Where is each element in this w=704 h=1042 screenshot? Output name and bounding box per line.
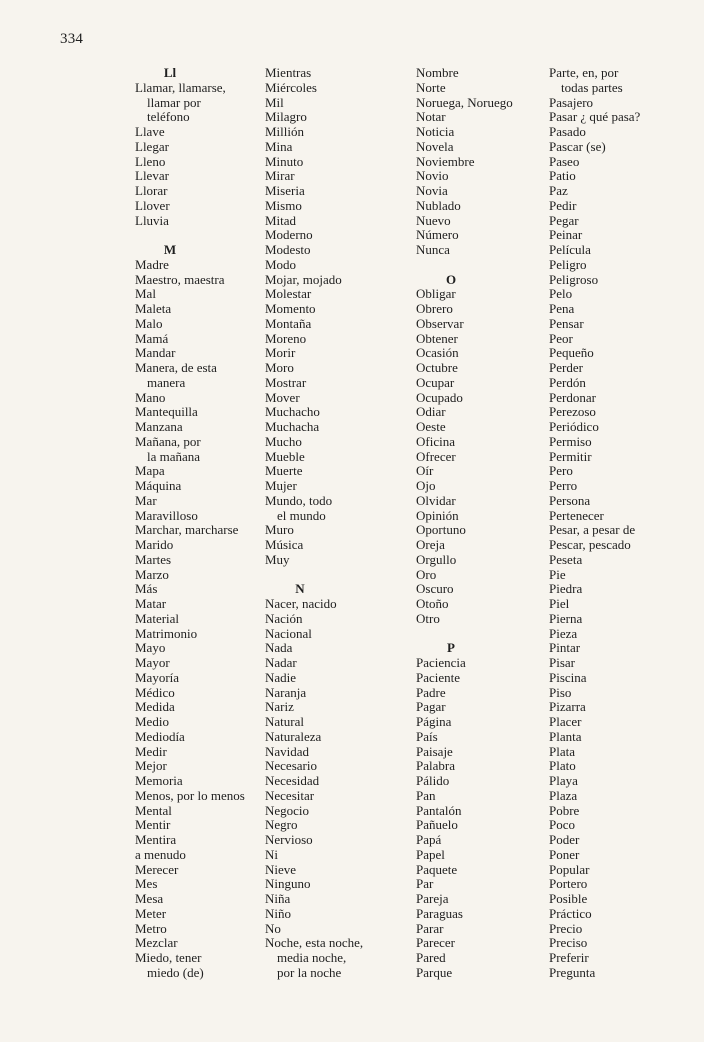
vocab-entry: Observar [416,315,464,331]
vocab-entry: Mientras [265,65,312,80]
vocab-entry: Parte, en, por [549,65,619,80]
vocab-entry: Modo [265,256,297,272]
vocab-entry: Mil [265,94,284,110]
vocab-entry: Pagar [416,699,446,715]
page-number: 334 [60,31,84,47]
vocab-entry: Poco [549,817,575,833]
vocab-entry: Ocupar [416,374,455,390]
vocab-entry: Paciencia [416,655,466,670]
vocab-entry: Permitir [549,448,592,464]
vocab-entry: Patio [549,168,576,184]
vocab-entry: Mujer [265,478,297,493]
vocab-entry: Martes [135,551,172,567]
vocab-entry: Muy [265,551,290,567]
vocab-entry: Mapa [135,463,165,479]
vocab-entry: Oreja [416,537,445,552]
vocab-entry: Medir [135,743,167,759]
vocab-entry: Práctico [549,905,592,921]
vocab-entry-continuation: miedo (de) [147,964,204,980]
vocab-entry: Opinión [416,507,459,523]
vocab-entry: Parque [416,964,453,980]
vocab-entry: Llover [135,197,170,213]
vocab-entry: Paciente [416,669,461,685]
vocab-entry-continuation: el mundo [277,507,326,523]
vocab-entry: Merecer [135,861,179,877]
vocab-entry: Pero [549,463,573,479]
vocab-entry: Nombre [416,65,459,80]
vocab-entry: Permiso [549,433,592,449]
vocab-entry: Portero [549,876,588,892]
vocab-entry-continuation: manera [147,374,186,390]
vocab-entry-continuation: todas partes [561,79,623,95]
vocab-entry: Niña [265,891,291,906]
vocab-column-4 [549,66,679,981]
vocab-entry: Otoño [416,596,449,611]
vocab-entry: Pasajero [549,94,594,110]
vocab-entry: Mostrar [265,374,307,390]
vocab-entry: Necesidad [265,773,320,788]
vocab-entry: Nacional [265,625,312,641]
vocab-entry: Pobre [549,802,580,818]
vocab-entry: Nariz [265,699,294,715]
vocab-entry: Pensar [549,315,584,331]
vocab-entry: Naturaleza [265,728,322,744]
vocab-entry: Playa [549,773,578,788]
vocab-entry: Mayor [135,655,170,670]
vocab-entry: Llamar, llamarse, [135,79,226,95]
vocab-entry: Poner [549,846,580,862]
vocab-entry: Llevar [135,168,169,184]
vocab-entry: Peinar [549,227,583,243]
vocab-entry: Preferir [549,950,589,965]
vocab-entry: Mañana, por [135,433,201,449]
vocab-entry: Pizarra [549,699,586,715]
vocab-entry: Plaza [549,787,578,803]
vocab-entry: Nadar [265,655,297,670]
vocab-entry: Madre [135,256,169,272]
vocab-entry: Noticia [416,124,455,139]
vocab-entry: Maravilloso [135,507,198,523]
vocab-entry: Ocupado [416,389,463,405]
vocab-entry: Negocio [265,802,310,818]
vocab-entry: Mayoría [135,669,180,685]
vocab-entry: Perdonar [549,389,596,405]
vocab-entry: Nunca [416,242,450,257]
vocab-entry: Necesitar [265,787,315,803]
vocab-entry: Meter [135,905,167,921]
vocab-entry: Paseo [549,153,580,169]
vocab-entry: Paz [549,183,568,198]
vocab-entry: Mueble [265,448,305,464]
vocab-entry: Mayo [135,640,166,656]
vocab-entry: Millión [265,124,305,139]
vocab-entry: Padre [416,684,446,700]
vocab-entry: Ni [265,846,278,862]
vocab-entry: Médico [135,684,175,700]
vocab-entry: Novia [416,183,448,198]
vocab-entry: Oscuro [416,581,454,597]
vocab-entry: Muro [265,522,294,538]
vocab-entry: Material [135,610,180,626]
vocab-entry: Moro [265,360,294,375]
vocab-entry: Olvidar [416,492,456,508]
vocab-entry: Obtener [416,330,458,346]
vocab-entry: Perezoso [549,404,596,420]
vocab-entry: Modesto [265,242,311,257]
vocab-entry: Maestro, maestra [135,271,225,287]
vocab-entry-continuation: por la noche [277,964,342,980]
vocab-entry: Paisaje [416,743,453,759]
vocab-entry: Marzo [135,566,169,582]
vocab-entry: Octubre [416,360,458,375]
vocab-entry: Ninguno [265,876,311,892]
vocab-entry: Pegar [549,212,579,228]
vocab-entry: Mamá [135,330,169,346]
vocab-entry: Pasado [549,124,586,139]
vocab-entry: Pedir [549,197,577,213]
vocab-entry: Novela [416,138,454,154]
vocab-entry: Pintar [549,640,581,656]
vocab-entry: Noviembre [416,153,475,169]
vocab-entry: Mantequilla [135,404,198,420]
vocab-entry: Música [265,537,304,552]
section-gap [135,228,265,243]
vocab-entry: Página [416,714,452,729]
vocab-entry: Pasar ¿ qué pasa? [549,109,641,125]
section-letter-heading: N [295,581,305,597]
vocab-entry: Nacer, nacido [265,596,337,611]
vocab-entry: Miedo, tener [135,950,202,965]
vocab-entry: Noche, esta noche, [265,935,364,951]
vocab-entry: Mitad [265,212,297,228]
vocab-entry: Mediodía [135,728,185,744]
vocab-entry: Paquete [416,861,458,877]
vocab-entry: Pesar, a pesar de [549,522,636,538]
vocab-entry: Mojar, mojado [265,271,342,287]
vocab-entry: Momento [265,301,316,316]
vocab-entry: Oficina [416,433,455,449]
vocab-entry: Muchacha [265,419,320,434]
vocab-entry: Pescar, pescado [549,537,631,552]
vocab-entry: Mina [265,138,293,154]
vocab-entry: Otro [416,610,440,626]
section-letter-heading: Ll [163,65,177,80]
vocab-entry-continuation: teléfono [147,109,190,125]
vocab-entry: Paraguas [416,905,463,921]
vocab-entry: Pálido [416,773,450,788]
vocab-entry: Lleno [135,153,166,169]
vocab-entry: Película [549,242,591,257]
vocab-entry-continuation: media noche, [277,950,347,965]
vocab-entry: Menos, por lo menos [135,787,245,803]
vocab-entry: Matar [135,596,167,611]
vocab-entry: Llorar [135,183,168,198]
vocab-entry: Mentir [135,817,171,833]
vocab-entry: Perder [549,360,583,375]
vocab-entry: Medio [135,714,169,729]
vocab-entry: Noruega, Noruego [416,94,513,110]
vocab-entry: Poder [549,832,580,847]
vocab-entry: Persona [549,492,591,508]
vocab-entry: Pañuelo [416,817,458,833]
vocab-entry: País [416,728,438,744]
vocab-entry: Mental [135,802,172,818]
vocab-entry: Piedra [549,581,583,597]
vocab-entry: Marido [135,537,174,552]
vocab-entry: Peseta [549,551,583,567]
section-gap [416,627,548,642]
vocab-entry: Peligroso [549,271,599,287]
vocab-entry: Pantalón [416,802,462,818]
vocab-entry: Mandar [135,345,176,361]
vocab-entry: Marchar, marcharse [135,522,239,538]
vocab-entry: Máquina [135,478,182,493]
vocab-entry: Pie [549,566,566,582]
vocab-entry: Mesa [135,891,164,906]
vocab-entry: Orgullo [416,551,457,567]
vocab-entry: Obligar [416,286,456,302]
vocab-entry: Milagro [265,109,307,125]
section-gap [265,568,415,583]
vocab-entry: Pequeño [549,345,594,361]
vocab-entry: Oeste [416,419,446,434]
vocab-column-3 [416,66,548,981]
vocab-entry: Plata [549,743,575,759]
vocab-entry: Palabra [416,758,455,774]
vocab-entry: Nieve [265,861,297,877]
vocab-entry: Mentira [135,832,177,847]
vocab-entry: No [265,920,281,936]
vocab-entry: Perro [549,478,578,493]
vocab-entry: Malo [135,315,163,331]
vocab-entry: Número [416,227,459,243]
vocab-entry: Mirar [265,168,295,184]
section-letter-heading: M [163,242,177,257]
vocab-entry: Preciso [549,935,588,951]
vocab-entry: Metro [135,920,167,936]
vocab-entry: Novio [416,168,449,184]
vocab-entry: Oír [416,463,434,479]
vocab-entry: Pared [416,950,446,965]
vocab-entry: Ocasión [416,345,459,361]
vocab-entry: Posible [549,891,588,906]
vocab-entry: Pena [549,301,575,316]
vocab-entry: Mezclar [135,935,178,951]
vocab-entry: Miércoles [265,79,317,95]
vocab-entry: Nublado [416,197,461,213]
vocab-entry: Matrimonio [135,625,198,641]
section-gap [416,258,548,273]
vocab-entry: Llave [135,124,165,139]
section-letter-heading: O [445,271,457,287]
vocab-entry: Papel [416,846,445,862]
vocab-entry: Moreno [265,330,307,346]
vocab-entry: Mucho [265,433,302,449]
vocab-entry: Molestar [265,286,312,302]
vocab-entry: Pregunta [549,964,596,980]
vocab-entry: Oro [416,566,437,582]
vocab-entry: Norte [416,79,446,95]
vocab-entry: Pieza [549,625,578,641]
vocab-column-2 [265,66,415,981]
vocab-entry: Manera, de esta [135,360,217,375]
vocab-entry: Mano [135,389,166,405]
vocab-entry: Popular [549,861,590,877]
vocab-entry: Morir [265,345,296,361]
vocab-entry: Mal [135,286,156,302]
vocab-entry: Negro [265,817,298,833]
vocab-entry: Muerte [265,463,303,479]
vocab-entry: Mover [265,389,300,405]
vocab-entry: Mismo [265,197,302,213]
vocab-entry: Natural [265,714,304,729]
vocab-entry: Odiar [416,404,446,420]
vocab-entry: Oportuno [416,522,466,538]
vocab-entry: Piscina [549,669,587,685]
vocab-entry: Piel [549,596,570,611]
vocab-entry: Pelo [549,286,573,302]
vocab-entry: Pascar (se) [549,138,606,154]
vocab-entry: Parecer [416,935,455,951]
vocab-entry: Nervioso [265,832,313,847]
vocab-entry: a menudo [135,846,186,862]
vocab-entry: Placer [549,714,582,729]
vocab-entry: Moderno [265,227,313,243]
vocab-entry-continuation: llamar por [147,94,201,110]
vocab-entry: Llegar [135,138,169,154]
vocab-entry: Maleta [135,301,172,316]
vocab-entry: Necesario [265,758,317,774]
vocab-entry: Pan [416,787,436,803]
vocab-entry: Mundo, todo [265,492,333,508]
vocab-entry: Plato [549,758,576,774]
vocab-column-1 [135,66,265,981]
vocab-entry: Miseria [265,183,305,198]
vocab-entry: Mar [135,492,157,508]
vocab-entry: Pertenecer [549,507,604,523]
vocab-entry: Muchacho [265,404,320,420]
vocab-entry: Memoria [135,773,183,788]
vocab-entry: Navidad [265,743,310,759]
vocab-entry: Peligro [549,256,587,272]
vocab-entry: Parar [416,920,444,936]
vocab-entry: Planta [549,728,582,744]
vocab-entry: Obrero [416,301,453,316]
vocab-entry: Niño [265,905,291,921]
vocab-entry: Precio [549,920,583,936]
vocab-entry: Piso [549,684,572,700]
vocab-entry: Medida [135,699,175,715]
vocab-entry: Ofrecer [416,448,456,464]
vocab-entry: Lluvia [135,212,169,228]
vocab-entry: Pareja [416,891,449,906]
vocab-entry: Pierna [549,610,583,626]
vocab-entry: Papá [416,832,442,847]
vocab-entry: Nuevo [416,212,451,228]
vocab-entry: Peor [549,330,573,346]
vocab-entry: Notar [416,109,446,125]
vocab-entry: Manzana [135,419,183,434]
vocab-entry: Pisar [549,655,575,670]
section-letter-heading: P [447,640,455,656]
vocab-entry: Minuto [265,153,304,169]
vocab-entry: Par [416,876,434,892]
vocab-entry: Más [135,581,158,597]
vocab-entry: Nación [265,610,303,626]
vocab-entry-continuation: la mañana [147,448,201,464]
vocab-entry: Perdón [549,374,586,390]
vocab-entry: Montaña [265,315,312,331]
vocab-entry: Nada [265,640,293,656]
vocab-entry: Mejor [135,758,167,774]
vocab-entry: Naranja [265,684,307,700]
vocab-entry: Periódico [549,419,599,434]
vocab-entry: Nadie [265,669,297,685]
vocab-entry: Ojo [416,478,436,493]
vocab-entry: Mes [135,876,158,892]
